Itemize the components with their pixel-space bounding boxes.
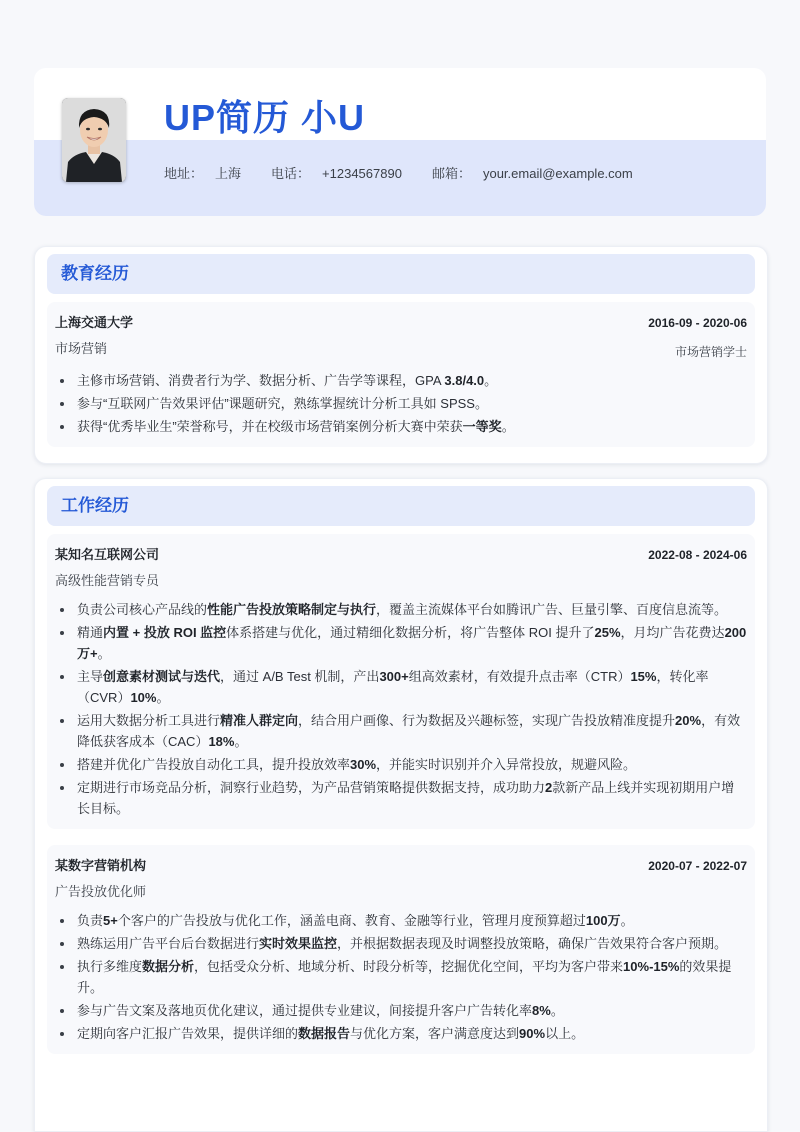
bullet-text: 组高效素材，有效提升点击率（CTR） [408, 669, 631, 684]
highlight-text: 创意素材测试与迭代 [103, 669, 221, 684]
education-date: 2016-09 - 2020-06 [648, 316, 747, 330]
phone-label: 电话： [271, 166, 311, 181]
bullet-text: 参与“互联网广告效果评估”课题研究，熟练掌握统计分析工具如 SPSS。 [77, 396, 488, 411]
highlight-text: 数据报告 [298, 1026, 351, 1041]
bullet-text: 执行多维度 [77, 959, 143, 974]
school-name: 上海交通大学 [55, 315, 134, 330]
bullet-text: ，覆盖主流媒体平台如腾讯广告、巨量引擎、百度信息流等。 [376, 602, 728, 617]
work-bullets [55, 910, 747, 1044]
highlight-text: 10% [130, 690, 157, 705]
contact-info [164, 163, 633, 182]
bullet-text: ，并能实时识别并介入异常投放，规避风险。 [376, 757, 637, 772]
highlight-text: 90% [519, 1026, 546, 1041]
work-title: 工作经历 [47, 486, 755, 526]
bullet-text: 的效果提升。 [77, 959, 732, 995]
candidate-name: UP简历 小U [164, 97, 366, 138]
bullet-text: 获得“优秀毕业生”荣誉称号，并在校级市场营销案例分析大赛中荣获 [77, 419, 463, 434]
highlight-text: 18% [208, 734, 235, 749]
avatar [62, 98, 126, 182]
address-item [164, 163, 241, 182]
bullet-item [75, 1023, 747, 1044]
work-date: 2022-08 - 2024-06 [648, 548, 747, 562]
email-item [432, 163, 633, 182]
bullet-text: 定期向客户汇报广告效果，提供详细的 [77, 1026, 299, 1041]
highlight-text: 30% [350, 757, 377, 772]
bullet-item [75, 622, 747, 664]
highlight-text: 8% [532, 1003, 551, 1018]
education-entry [47, 302, 755, 447]
bullet-item [75, 710, 747, 752]
address-label: 地址： [164, 166, 204, 181]
bullet-text: 主导 [77, 669, 104, 684]
bullet-text: ，结合用户画像、行为数据及兴趣标签，实现广告投放精准度提升 [298, 713, 676, 728]
major: 市场营销 [55, 341, 108, 356]
work-entry [47, 845, 755, 1054]
highlight-text: 性能广告投放策略制定与执行 [207, 602, 377, 617]
bullet-text: 款新产品上线并实现初期用户增长目标。 [77, 780, 735, 816]
bullet-text: 负责公司核心产品线的 [77, 602, 208, 617]
avatar-photo [62, 98, 126, 182]
highlight-text: 15% [630, 669, 657, 684]
bullet-text: 。 [550, 1003, 564, 1018]
bullet-text: 负责 [77, 913, 104, 928]
job-role: 广告投放优化师 [55, 884, 147, 899]
bullet-item [75, 910, 747, 931]
header-card [34, 68, 766, 216]
work-section [34, 478, 768, 1132]
bullet-text: 搭建并优化广告投放自动化工具，提升投放效率 [77, 757, 351, 772]
bullet-item [75, 754, 747, 775]
work-entry [47, 534, 755, 829]
highlight-text: 数据分析 [142, 959, 195, 974]
address-value: 上海 [215, 166, 242, 181]
highlight-text: 2 [545, 780, 553, 795]
highlight-text: 5+ [103, 913, 118, 928]
bullet-text: 精通 [77, 625, 104, 640]
email-label: 邮箱： [431, 166, 471, 181]
bullet-text: 。 [156, 690, 170, 705]
bullet-text: 。 [484, 373, 498, 388]
bullet-item [75, 956, 747, 998]
highlight-text: 10%-15% [623, 959, 680, 974]
phone-item [271, 163, 402, 182]
education-section [34, 246, 768, 464]
bullet-text: ，月均广告花费达 [620, 625, 725, 640]
company-name: 某知名互联网公司 [55, 547, 160, 562]
bullet-item [75, 393, 747, 414]
bullet-text: ，通过 A/B Test 机制，产出 [220, 669, 380, 684]
bullet-item [75, 777, 747, 819]
highlight-text: 20% [675, 713, 702, 728]
company-name: 某数字营销机构 [55, 858, 147, 873]
bullet-text: 以上。 [545, 1026, 585, 1041]
phone-value: +1234567890 [322, 166, 402, 181]
bullet-text: 。 [234, 734, 248, 749]
highlight-text: 200万+ [77, 625, 747, 661]
bullet-text: 。 [620, 913, 634, 928]
bullet-item [75, 370, 747, 391]
job-role: 高级性能营销专员 [55, 573, 160, 588]
bullet-text: 参与广告文案及落地页优化建议，通过提供专业建议，间接提升客户广告转化率 [77, 1003, 533, 1018]
work-date: 2020-07 - 2022-07 [648, 859, 747, 873]
highlight-text: 300+ [379, 669, 409, 684]
bullet-text: 主修市场营销、消费者行为学、数据分析、广告学等课程，GPA [77, 373, 445, 388]
bullet-item [75, 416, 747, 437]
bullet-text: 。 [97, 646, 111, 661]
highlight-text: 一等奖 [462, 419, 502, 434]
bullet-item [75, 933, 747, 954]
bullet-item [75, 666, 747, 708]
highlight-text: 100万 [585, 913, 621, 928]
bullet-text: 体系搭建与优化，通过精细化数据分析，将广告整体 ROI 提升了 [226, 625, 595, 640]
bullet-text: ，转化率（CVR） [77, 669, 709, 705]
highlight-text: 精准人群定向 [220, 713, 299, 728]
bullet-text: ，包括受众分析、地域分析、时段分析等，挖掘优化空间，平均为客户带来 [194, 959, 624, 974]
bullet-item [75, 599, 747, 620]
bullet-text: ，有效降低获客成本（CAC） [77, 713, 741, 749]
highlight-text: 3.8/4.0 [444, 373, 485, 388]
email-value[interactable]: your.email@example.com [482, 166, 633, 181]
work-bullets [55, 599, 747, 819]
degree: 市场营销学士 [674, 345, 747, 359]
bullet-text: ，并根据数据表现及时调整投放策略，确保广告效果符合客户预期。 [337, 936, 728, 951]
bullet-text: 与优化方案，客户满意度达到 [350, 1026, 520, 1041]
highlight-text: 实时效果监控 [259, 936, 338, 951]
bullet-text: 熟练运用广告平台后台数据进行 [77, 936, 260, 951]
bullet-text: 运用大数据分析工具进行 [77, 713, 221, 728]
bullet-text: 个客户的广告投放与优化工作，涵盖电商、教育、金融等行业，管理月度预算超过 [117, 913, 586, 928]
highlight-text: 25% [594, 625, 621, 640]
bullet-text: 。 [501, 419, 515, 434]
bullet-text: 定期进行市场竞品分析，洞察行业趋势，为产品营销策略提供数据支持，成功助力 [77, 780, 546, 795]
education-bullets [55, 370, 747, 437]
bullet-item [75, 1000, 747, 1021]
highlight-text: 内置 + 投放 ROI 监控 [103, 625, 227, 640]
education-title: 教育经历 [47, 254, 755, 294]
